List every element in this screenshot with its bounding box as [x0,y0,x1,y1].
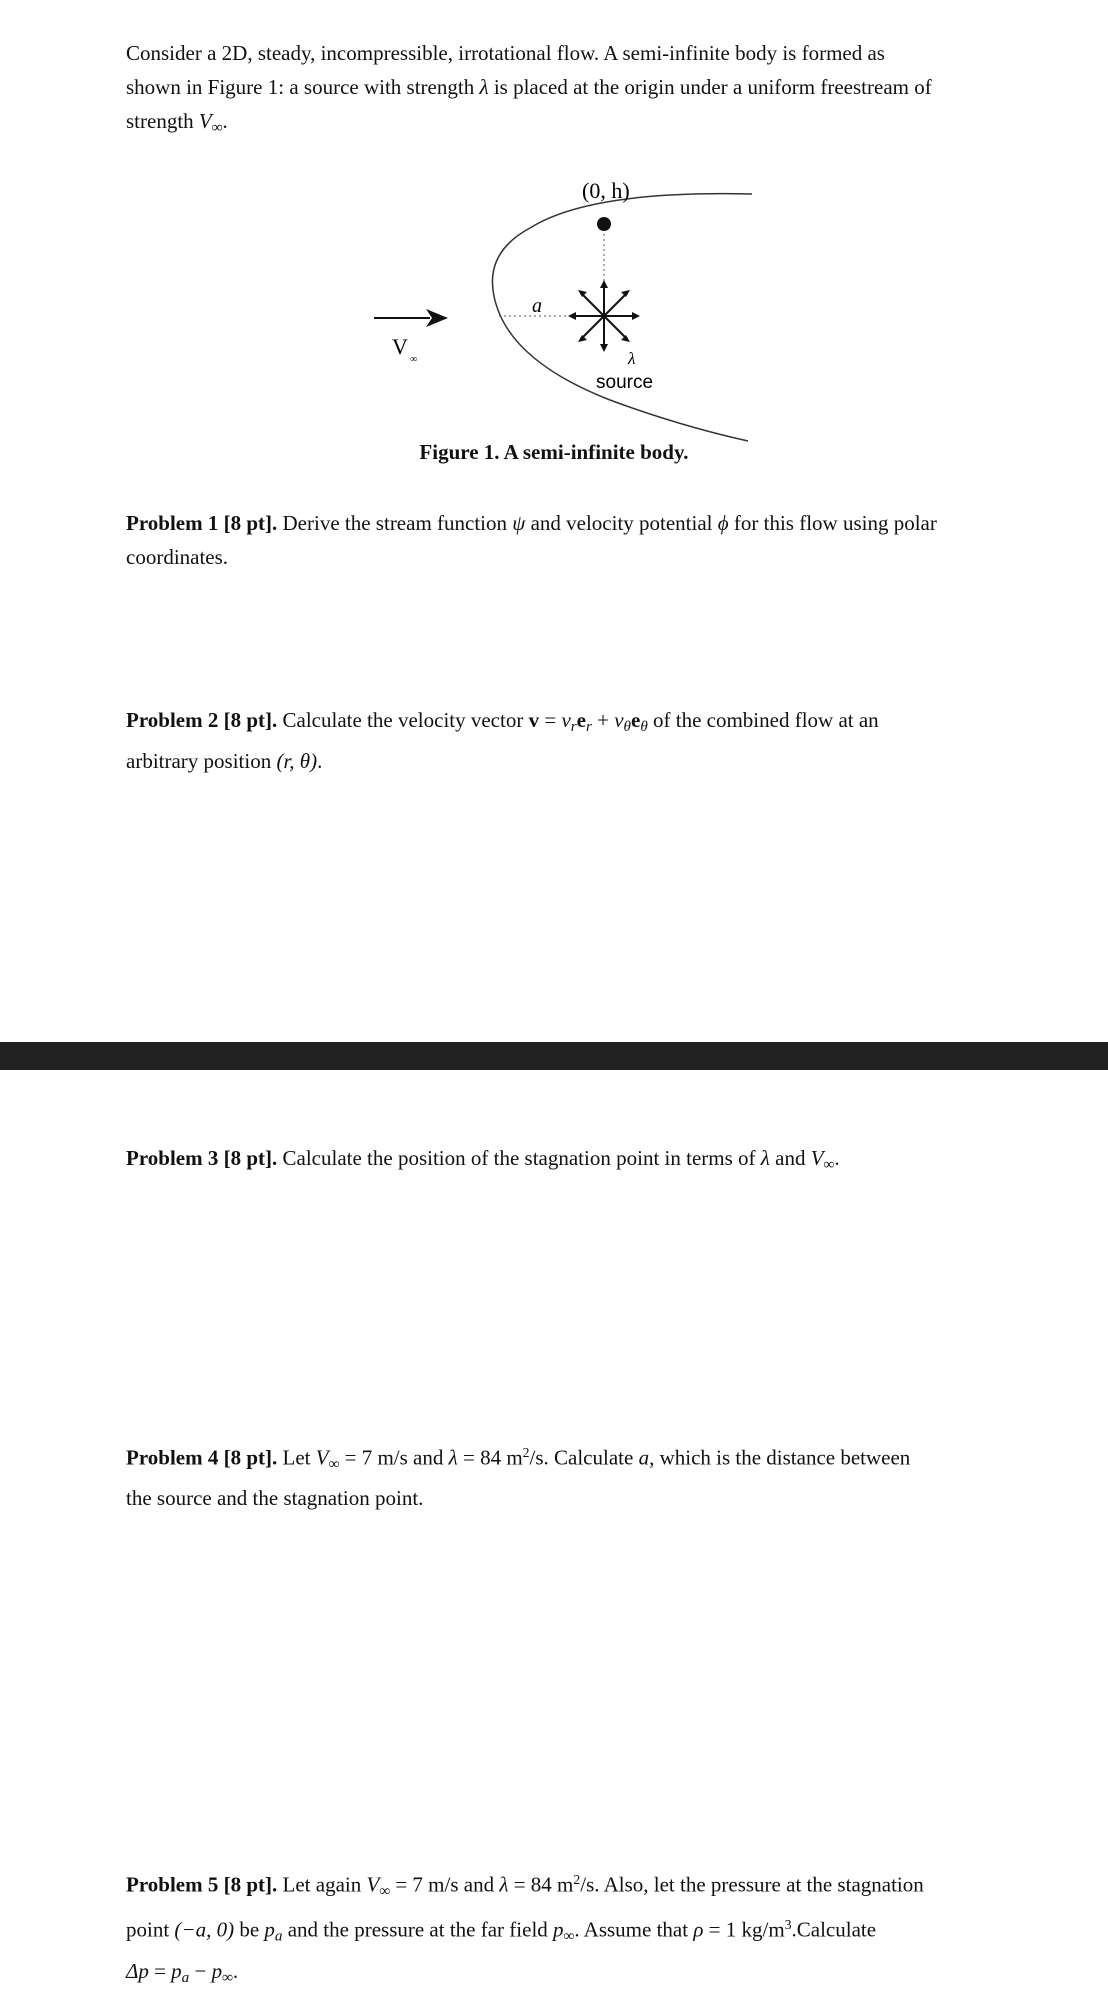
problem-3: Problem 3 [8 pt]. Calculate the position of the stagnation point in terms of λ and $V_\infty$. [126,1146,840,1173]
intro-line-1: Consider a 2D, steady, incompressible, irrotational flow. A semi-infinite body is formed as [126,41,885,65]
problem-2-heading: Problem 2 [8 pt]. [126,708,278,732]
problem-5: Problem 5 [8 pt]. Let again $V_\infty = 7$ m/s and λ = 84 $m^2/s$. Also, let the pressure at the stagnation point (−a, 0) be $p_a$ and the pressure at the far field $p_\infty$. Assume that ρ = 1 $kg/m^3.Calculate$ $\Delta p = p_a - p_\infty$. [126,1872,924,1986]
problem-2: Problem 2 [8 pt]. Calculate the velocity vector $v = v_re_r + v_\theta e_\theta$ of the combined flow at an arbitrary position (r, θ). [126,708,879,773]
v-sub-label: ∞ [410,354,418,365]
problem-1: Problem 1 [8 pt]. Derive the stream function ψ and velocity potential ϕ for this flow using polar coordinates. [126,511,937,569]
problem-4-heading: Problem 4 [8 pt]. [126,1445,278,1470]
lambda-label: λ [628,349,636,368]
page-break-bar [0,1042,1108,1070]
a-label: a [532,295,542,317]
source-label: source [596,372,654,393]
point-marker [597,217,611,231]
body-outline [492,194,752,441]
semi-infinite-body-figure [360,168,780,468]
figure-caption: Figure 1. A semi-infinite body. [419,440,689,464]
problem-5-heading: Problem 5 [8 pt]. [126,1872,278,1897]
intro-paragraph: Consider a 2D, steady, incompressible, irrotational flow. A semi-infinite body is formed as shown in Figure 1: a source with strength λ is placed at the origin under a uniform freestream of strength $V_\infty$. [126,41,932,136]
v-label: V [392,334,408,359]
point-label: (0, h) [582,178,630,203]
problem-1-heading: Problem 1 [8 pt]. [126,511,278,535]
problem-4: Problem 4 [8 pt]. Let $V_\infty = 7$ m/s and λ = 84 $m^2/s$. Calculate a, which is the distance between the source and the stagnation point. [126,1445,911,1511]
problem-3-heading: Problem 3 [8 pt]. [126,1146,278,1170]
